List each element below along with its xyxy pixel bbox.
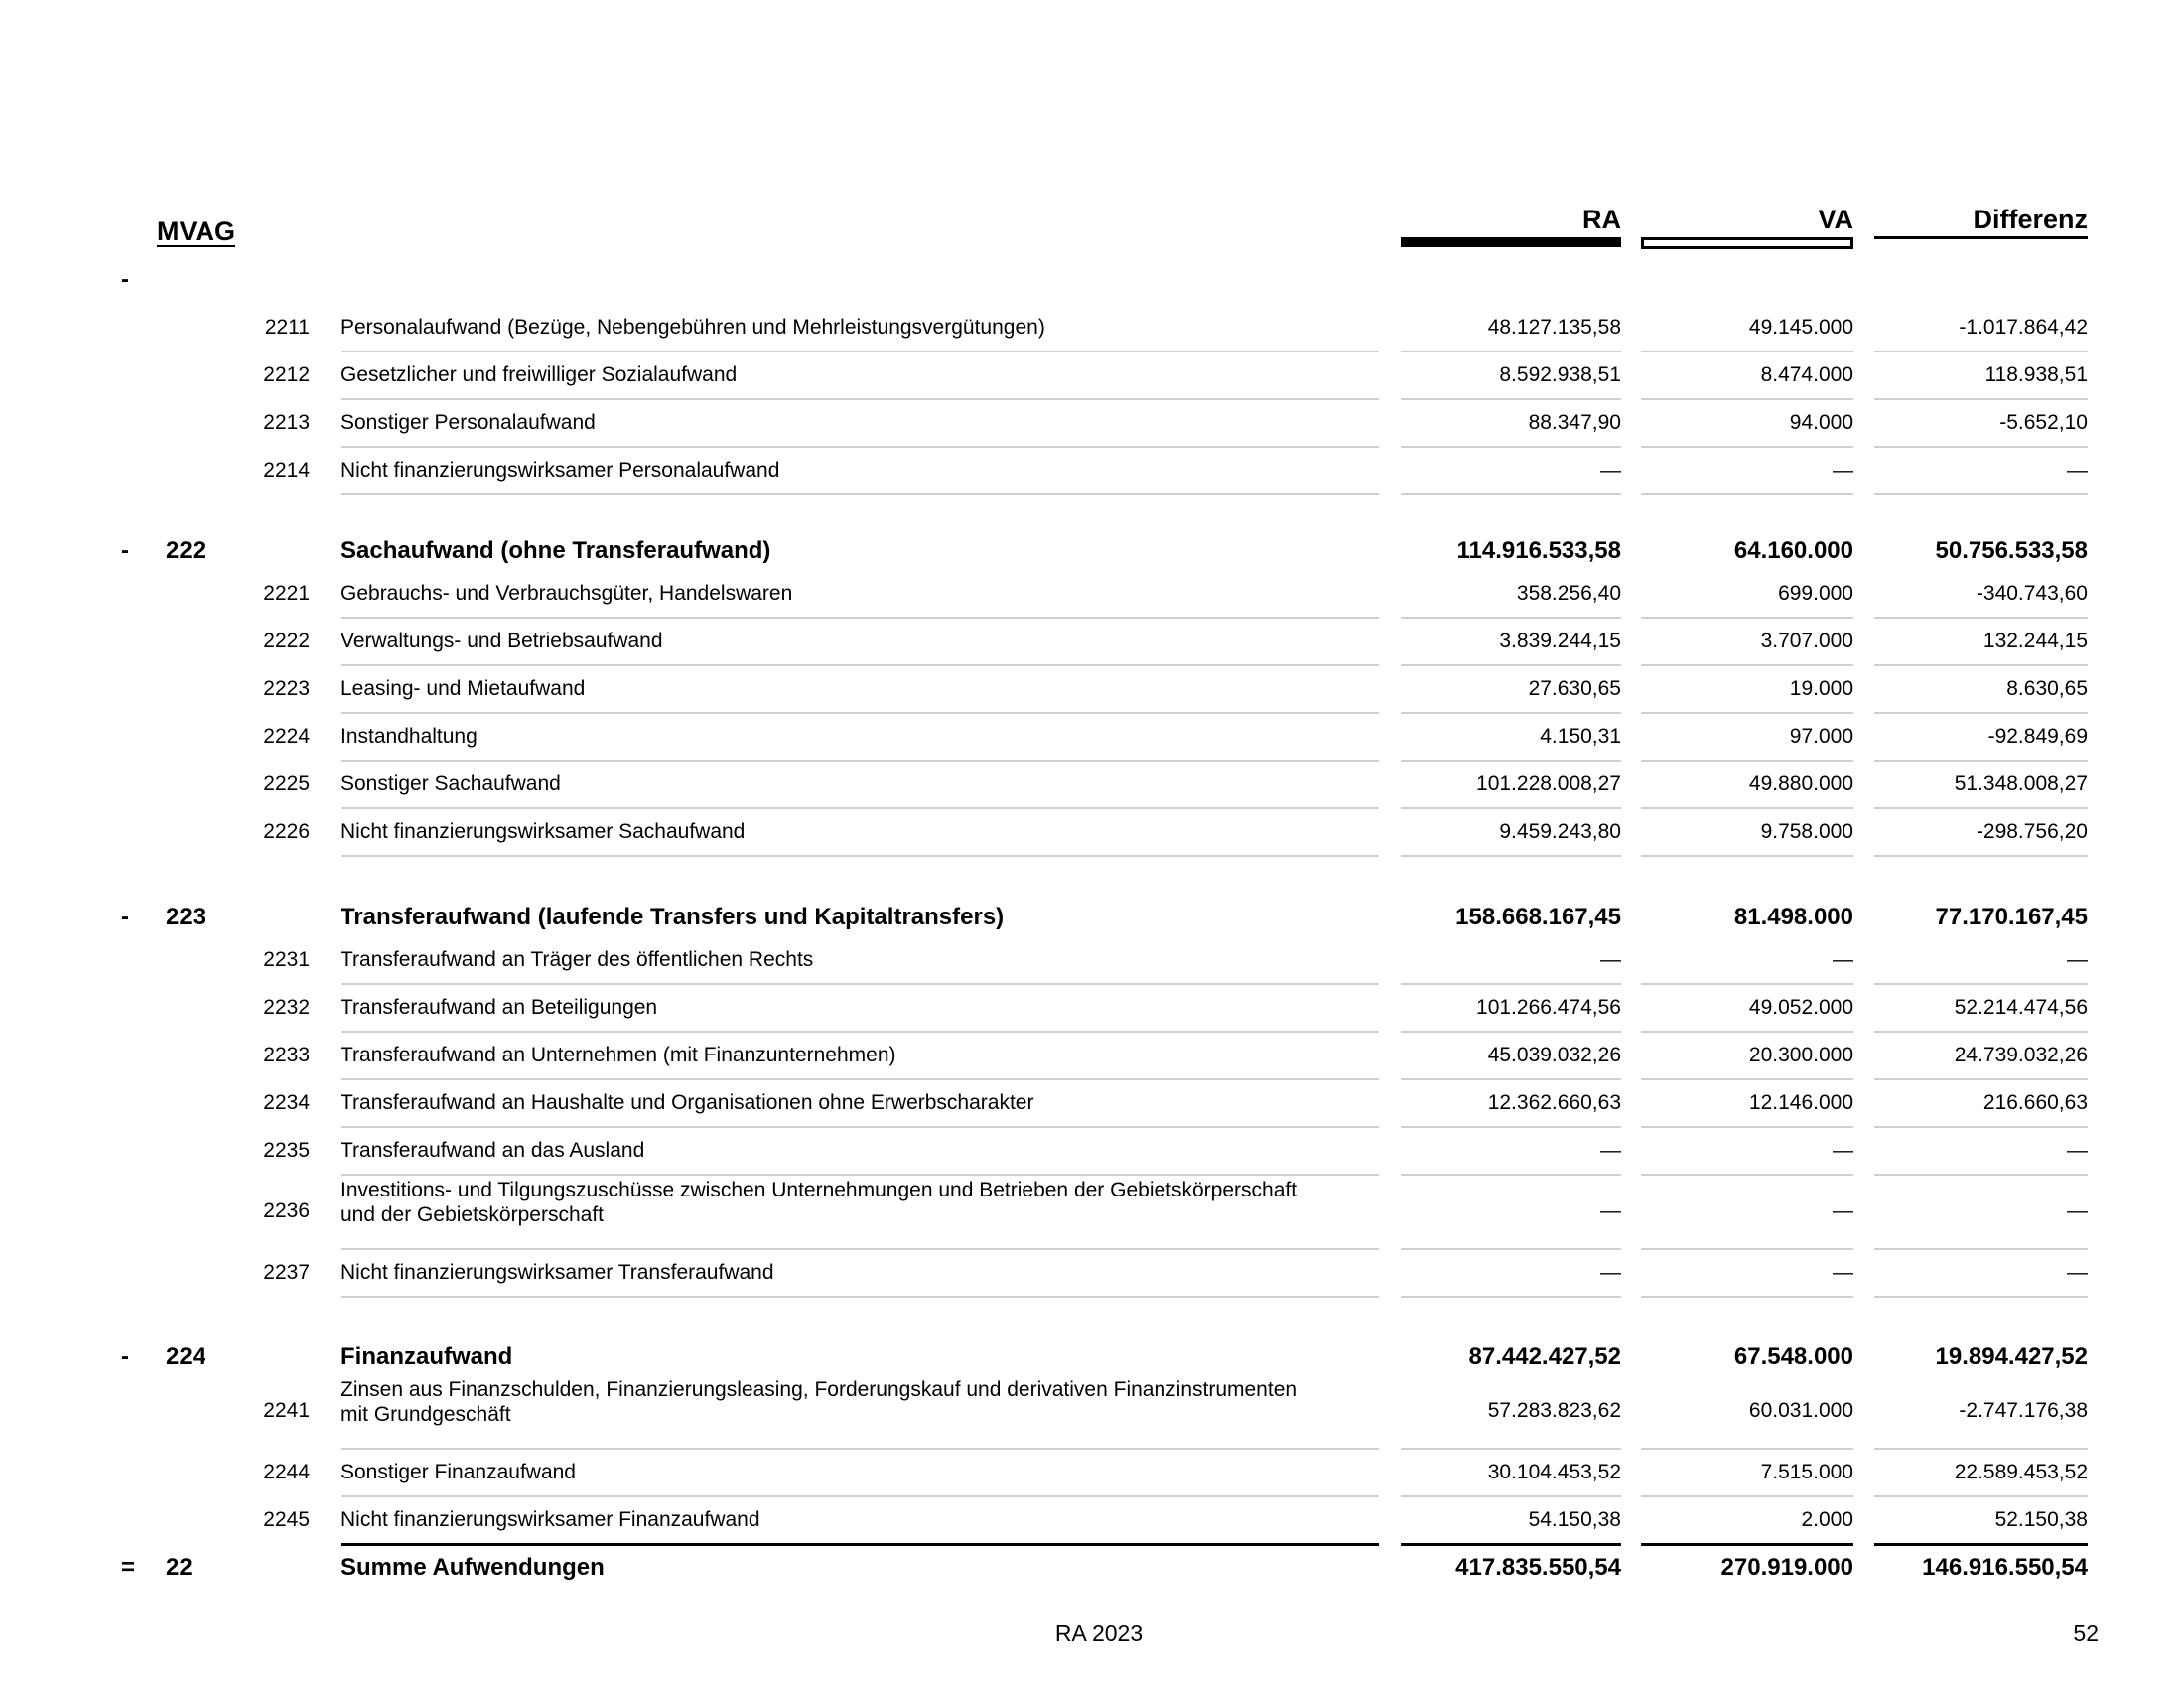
va-value: 270.919.000	[1720, 1554, 1853, 1581]
account-code: 2222	[263, 630, 310, 652]
account-label: Verwaltungs- und Betriebsaufwand	[341, 630, 663, 652]
account-code: 2236	[263, 1199, 310, 1222]
differenz-value: 24.739.032,26	[1954, 1044, 2088, 1066]
group-label: Finanzaufwand	[341, 1343, 513, 1370]
ra-value: —	[1600, 948, 1621, 971]
account-code: 2224	[263, 725, 310, 748]
row-separator-line	[1401, 855, 1621, 857]
account-code: 2212	[263, 363, 310, 386]
ra-value: 57.283.823,62	[1487, 1399, 1621, 1422]
group-code: 22	[166, 1554, 193, 1581]
account-label: Personalaufwand (Bezüge, Nebengebühren und Mehrleistungsvergütungen)	[341, 316, 1045, 339]
va-header-bar	[1641, 237, 1853, 249]
account-label: Nicht finanzierungswirksamer Finanzaufwand	[341, 1508, 760, 1531]
mvag-header: MVAG	[157, 216, 235, 246]
account-label: Transferaufwand an Beteiligungen	[341, 996, 658, 1019]
account-label: Sonstiger Personalaufwand	[341, 411, 596, 434]
va-value: 49.880.000	[1748, 773, 1853, 795]
ra-value: 101.266.474,56	[1476, 996, 1621, 1019]
differenz-value: 132.244,15	[1982, 630, 2088, 652]
account-label-continued: mit Grundgeschäft	[341, 1403, 511, 1426]
ra-value: 4.150,31	[1540, 725, 1621, 748]
va-value: 19.000	[1789, 677, 1853, 700]
account-label: Transferaufwand an Haushalte und Organisationen ohne Erwerbscharakter	[341, 1091, 1034, 1114]
differenz-value: 8.630,65	[2006, 677, 2088, 700]
ra-value: 8.592.938,51	[1499, 363, 1621, 386]
table-row	[0, 1128, 2184, 1176]
table-row	[0, 1080, 2184, 1128]
row-marker: -	[121, 904, 129, 930]
group-label: Transferaufwand (laufende Transfers und Kapitaltransfers)	[341, 904, 1005, 930]
ra-header-bar	[1401, 237, 1621, 247]
total-separator-line	[1874, 1543, 2088, 1546]
ra-value: 88.347,90	[1528, 411, 1621, 434]
ra-value: 87.442.427,52	[1468, 1343, 1621, 1370]
row-separator-line	[1401, 1174, 1621, 1176]
ra-value: —	[1600, 1199, 1621, 1222]
row-separator-line	[1874, 1174, 2088, 1176]
ra-value: 417.835.550,54	[1455, 1554, 1621, 1581]
account-label: Investitions- und Tilgungszuschüsse zwischen Unternehmungen und Betrieben der Gebietskörperschaft	[341, 1179, 1297, 1201]
row-separator-line	[1874, 1296, 2088, 1298]
va-value: 7.515.000	[1760, 1461, 1853, 1483]
differenz-value: 52.150,38	[1994, 1508, 2088, 1531]
group-label: Summe Aufwendungen	[341, 1554, 605, 1581]
va-column-header: VA	[1818, 205, 1853, 234]
row-separator-line	[341, 493, 1379, 495]
account-code: 2223	[263, 677, 310, 700]
account-code: 2234	[263, 1091, 310, 1114]
row-marker: -	[121, 1343, 129, 1370]
va-value: —	[1833, 459, 1853, 482]
account-code: 2214	[263, 459, 310, 482]
ra-value: —	[1600, 1261, 1621, 1284]
table-row	[0, 619, 2184, 666]
row-separator-line	[341, 1174, 1379, 1176]
differenz-value: —	[2067, 1139, 2088, 1162]
group-label: Sachaufwand (ohne Transferaufwand)	[341, 537, 771, 564]
va-value: —	[1833, 1199, 1853, 1222]
row-separator-line	[1874, 855, 2088, 857]
differenz-value: 19.894.427,52	[1935, 1343, 2088, 1370]
account-code: 2245	[263, 1508, 310, 1531]
ra-value: 158.668.167,45	[1455, 904, 1621, 930]
va-value: 12.146.000	[1748, 1091, 1853, 1114]
account-label: Zinsen aus Finanzschulden, Finanzierungsleasing, Forderungskauf und derivativen Finanzinstrumenten	[341, 1378, 1297, 1401]
va-value: 64.160.000	[1733, 537, 1853, 564]
va-value: 699.000	[1778, 582, 1853, 605]
table-row	[0, 985, 2184, 1033]
ra-value: 27.630,65	[1528, 677, 1621, 700]
differenz-value: -2.747.176,38	[1959, 1399, 2088, 1422]
group-code: 224	[166, 1343, 206, 1370]
differenz-value: —	[2067, 1199, 2088, 1222]
ra-value: 45.039.032,26	[1487, 1044, 1621, 1066]
account-code: 2241	[263, 1399, 310, 1422]
account-code: 2244	[263, 1461, 310, 1483]
ra-value: 358.256,40	[1516, 582, 1621, 605]
table-row	[0, 937, 2184, 985]
account-label: Instandhaltung	[341, 725, 478, 748]
section-marker: -	[121, 266, 129, 293]
account-label: Nicht finanzierungswirksamer Sachaufwand	[341, 820, 746, 843]
account-code: 2226	[263, 820, 310, 843]
account-label: Sonstiger Finanzaufwand	[341, 1461, 576, 1483]
total-row	[0, 1550, 2184, 1590]
ra-value: 48.127.135,58	[1487, 316, 1621, 339]
differenz-value: -92.849,69	[1987, 725, 2088, 748]
differenz-value: 77.170.167,45	[1935, 904, 2088, 930]
account-code: 2213	[263, 411, 310, 434]
account-code: 2235	[263, 1139, 310, 1162]
total-separator-line	[1641, 1543, 1853, 1546]
account-label: Nicht finanzierungswirksamer Transferaufwand	[341, 1261, 774, 1284]
account-label: Gesetzlicher und freiwilliger Sozialaufwand	[341, 363, 738, 386]
differenz-value: 216.660,63	[1982, 1091, 2088, 1114]
account-label: Nicht finanzierungswirksamer Personalaufwand	[341, 459, 780, 482]
va-value: 97.000	[1789, 725, 1853, 748]
va-value: 3.707.000	[1760, 630, 1853, 652]
ra-value: 9.459.243,80	[1499, 820, 1621, 843]
table-row	[0, 352, 2184, 400]
va-value: 49.052.000	[1748, 996, 1853, 1019]
va-value: —	[1833, 1261, 1853, 1284]
account-label: Leasing- und Mietaufwand	[341, 677, 586, 700]
row-separator-line	[341, 1296, 1379, 1298]
row-marker: -	[121, 537, 129, 564]
account-code: 2221	[263, 582, 310, 605]
differenz-value: -298.756,20	[1976, 820, 2088, 843]
differenz-value: 146.916.550,54	[1922, 1554, 2088, 1581]
table-row	[0, 448, 2184, 495]
table-row	[0, 1450, 2184, 1497]
differenz-header-bar	[1874, 236, 2088, 239]
row-separator-line	[1641, 1296, 1853, 1298]
row-separator-line	[1641, 855, 1853, 857]
account-label: Transferaufwand an Unternehmen (mit Finanzunternehmen)	[341, 1044, 896, 1066]
table-row	[0, 714, 2184, 762]
total-separator-line	[1401, 1543, 1621, 1546]
table-row	[0, 762, 2184, 809]
ra-value: 54.150,38	[1528, 1508, 1621, 1531]
ra-column-header: RA	[1582, 205, 1621, 234]
row-separator-line	[1641, 1174, 1853, 1176]
differenz-column-header: Differenz	[1973, 205, 2088, 234]
group-row	[0, 900, 2184, 937]
account-code: 2232	[263, 996, 310, 1019]
table-row	[0, 1177, 2184, 1250]
table-row	[0, 1497, 2184, 1545]
table-row	[0, 1033, 2184, 1080]
va-value: 8.474.000	[1760, 363, 1853, 386]
row-separator-line	[1641, 493, 1853, 495]
ra-value: 3.839.244,15	[1499, 630, 1621, 652]
row-separator-line	[1401, 1296, 1621, 1298]
differenz-value: 52.214.474,56	[1954, 996, 2088, 1019]
table-row	[0, 666, 2184, 714]
total-separator-line	[341, 1543, 1379, 1546]
ra-value: —	[1600, 459, 1621, 482]
account-code: 2225	[263, 773, 310, 795]
va-value: 2.000	[1801, 1508, 1853, 1531]
differenz-value: -5.652,10	[1999, 411, 2088, 434]
differenz-value: —	[2067, 948, 2088, 971]
table-row	[0, 1376, 2184, 1450]
group-row	[0, 1339, 2184, 1377]
ra-value: 30.104.453,52	[1487, 1461, 1621, 1483]
account-label: Gebrauchs- und Verbrauchsgüter, Handelswaren	[341, 582, 793, 605]
table-row	[0, 400, 2184, 448]
differenz-value: -340.743,60	[1976, 582, 2088, 605]
differenz-value: —	[2067, 1261, 2088, 1284]
table-row	[0, 305, 2184, 352]
va-value: —	[1833, 948, 1853, 971]
va-value: —	[1833, 1139, 1853, 1162]
va-value: 81.498.000	[1733, 904, 1853, 930]
ra-value: 12.362.660,63	[1487, 1091, 1621, 1114]
table-row	[0, 571, 2184, 619]
group-code: 222	[166, 537, 206, 564]
differenz-value: -1.017.864,42	[1959, 316, 2088, 339]
account-code: 2211	[264, 316, 310, 339]
differenz-value: —	[2067, 459, 2088, 482]
row-separator-line	[1401, 493, 1621, 495]
footer-title: RA 2023	[1054, 1620, 1144, 1646]
va-value: 67.548.000	[1733, 1343, 1853, 1370]
table-row	[0, 809, 2184, 857]
account-code: 2233	[263, 1044, 310, 1066]
group-code: 223	[166, 904, 206, 930]
account-label: Transferaufwand an das Ausland	[341, 1139, 645, 1162]
page-number: 52	[2073, 1620, 2099, 1646]
va-value: 94.000	[1789, 411, 1853, 434]
va-value: 20.300.000	[1748, 1044, 1853, 1066]
account-label-continued: und der Gebietskörperschaft	[341, 1203, 604, 1226]
ra-value: 114.916.533,58	[1456, 537, 1621, 564]
differenz-value: 22.589.453,52	[1954, 1461, 2088, 1483]
account-code: 2237	[263, 1261, 310, 1284]
differenz-value: 118.938,51	[1984, 363, 2088, 386]
table-row	[0, 1250, 2184, 1298]
va-value: 9.758.000	[1760, 820, 1853, 843]
row-separator-line	[1874, 493, 2088, 495]
differenz-value: 51.348.008,27	[1954, 773, 2088, 795]
row-marker: =	[121, 1554, 136, 1581]
account-code: 2231	[263, 948, 310, 971]
ra-value: —	[1600, 1139, 1621, 1162]
group-row	[0, 533, 2184, 571]
ra-value: 101.228.008,27	[1476, 773, 1621, 795]
differenz-value: 50.756.533,58	[1935, 537, 2088, 564]
account-label: Sonstiger Sachaufwand	[341, 773, 561, 795]
va-value: 49.145.000	[1748, 316, 1853, 339]
row-separator-line	[341, 855, 1379, 857]
account-label: Transferaufwand an Träger des öffentlichen Rechts	[341, 948, 814, 971]
va-value: 60.031.000	[1748, 1399, 1853, 1422]
